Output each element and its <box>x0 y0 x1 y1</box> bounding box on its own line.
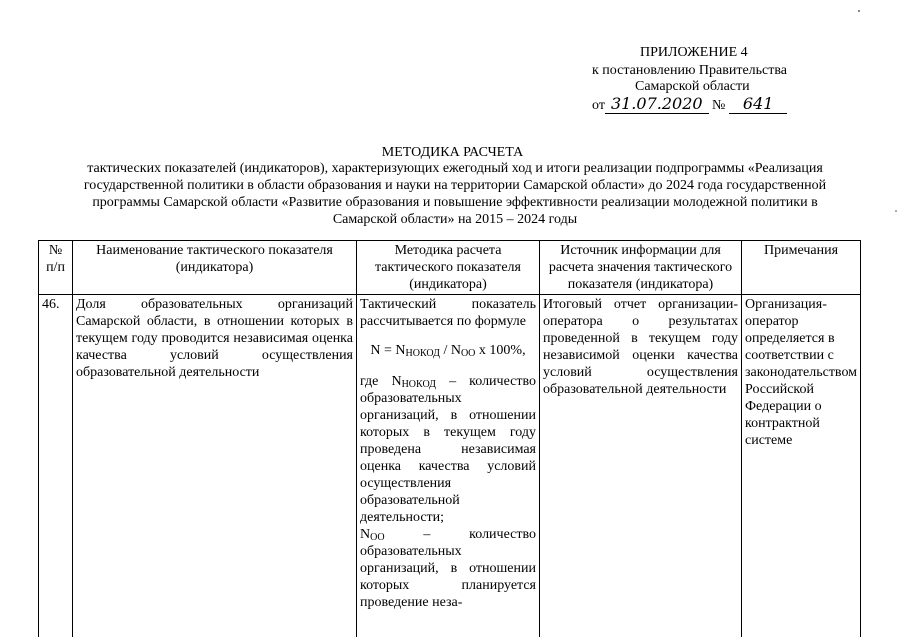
appendix-date-line <box>592 95 787 114</box>
document-subtitle: тактических показателей (индикаторов), характеризующих ежегодный ход и итоги реализации подпрограммы «Реализация государственной политики в области образования и науки на территории Самарской области» до 2024 года государственной программы Самарской области «Развитие образования и повышение эффективности реализации молодежной политики в Самарской области» на 2015 – 2024 годы <box>83 161 827 227</box>
row-method <box>357 295 540 638</box>
handwritten-date: 31.07.2020 <box>605 94 709 114</box>
header-method: Методика расчета тактического показателя (индикатора) <box>357 241 540 295</box>
method-intro: Тактический показатель рассчитывается по формуле <box>360 297 536 329</box>
scan-speck <box>858 10 860 12</box>
appendix-title: ПРИЛОЖЕНИЕ 4 <box>640 45 748 60</box>
definition-nokod: где $N_{НОКОД}$ – количество образовательных организаций, в отношении которых в текущем году проведена независимая оценка качества условий осуществления образовательной деятельности; <box>360 374 536 525</box>
row-notes: Организация-оператор определяется в соответствии с законодательством Российской Федерации о контрактной системе <box>742 295 861 638</box>
table-row <box>39 295 861 638</box>
row-num: 46. <box>39 295 73 638</box>
header-name: Наименование тактического показателя (индикатора) <box>73 241 357 295</box>
number-prefix: № <box>712 98 726 113</box>
date-prefix: от <box>592 98 605 113</box>
header-notes: Примечания <box>742 241 861 295</box>
header-num: № п/п <box>39 241 73 295</box>
appendix-region: Самарской области <box>635 79 750 94</box>
row-name: Доля образовательных организаций Самарской области, в отношении которых в текущем году проводится независимая оценка качества условий осуществления образовательной деятельности <box>73 295 357 638</box>
appendix-decree: к постановлению Правительства <box>592 63 788 78</box>
formula: $N = N_{НОКОД} / N_{ОО}$ x 100%, <box>370 343 526 359</box>
header-source: Источник информации для расчета значения тактического показателя (индикатора) <box>540 241 742 295</box>
row-source: Итоговый отчет организации-оператора о результатах проведенной в текущем году независимой оценки качества условий осуществления образовательной деятельности <box>540 295 742 638</box>
table-header-row <box>39 241 861 295</box>
indicators-table <box>38 240 861 637</box>
document-title: МЕТОДИКА РАСЧЕТА <box>381 145 524 160</box>
scan-speck <box>895 210 897 212</box>
definition-noo: $N_{ОО}$ – количество образовательных организаций, в отношении которых планируется проведение неза- <box>360 527 536 610</box>
handwritten-number: 641 <box>729 94 788 114</box>
